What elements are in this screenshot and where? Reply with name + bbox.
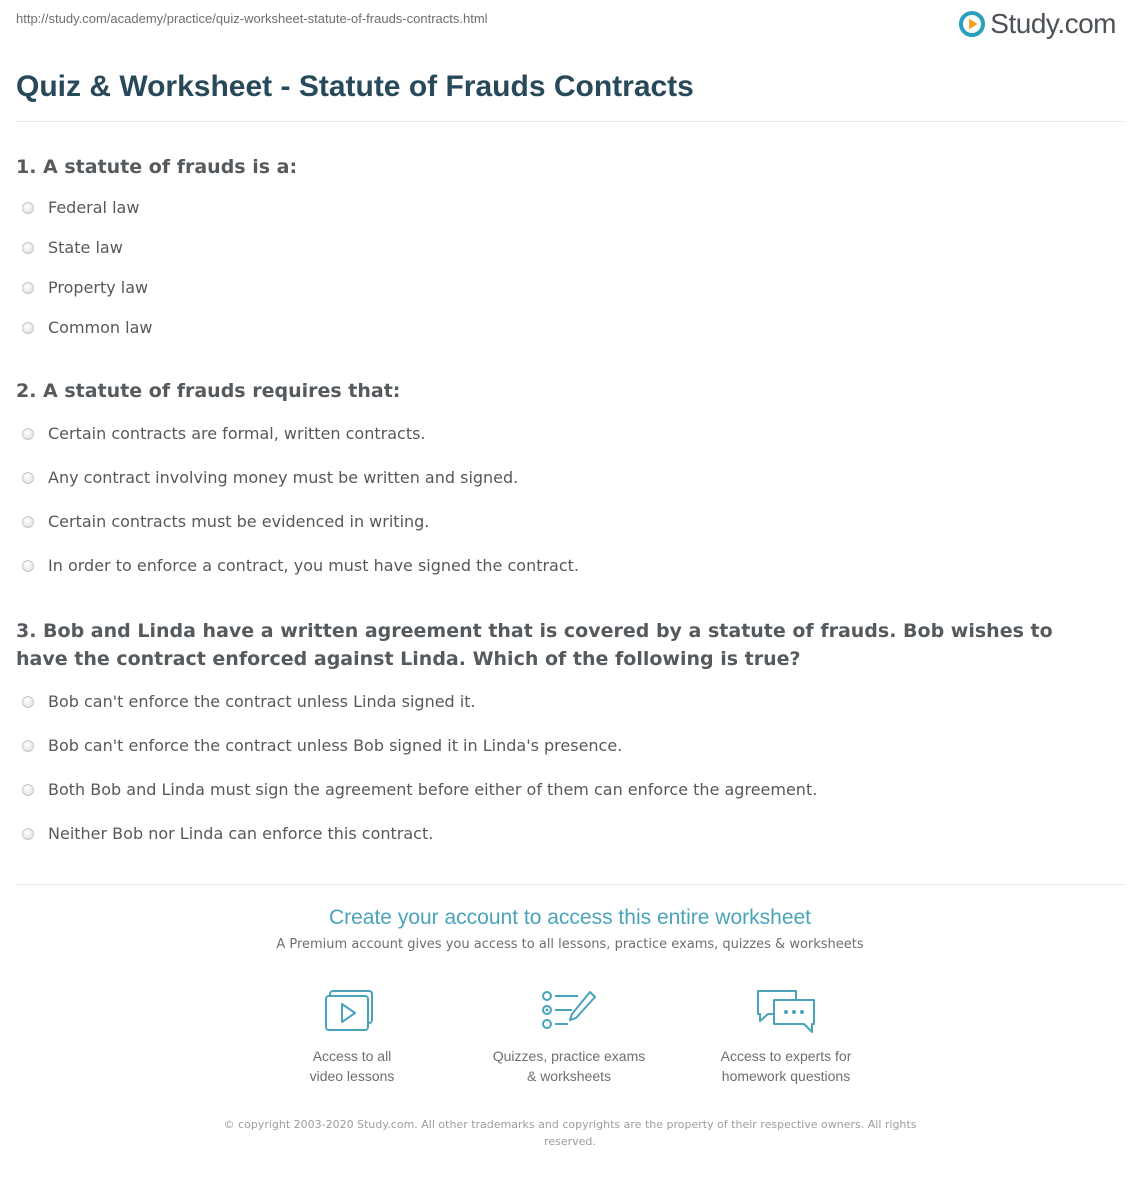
answer-option[interactable] [22,692,476,711]
option-label: Common law [48,318,153,337]
study-logo[interactable] [958,8,1116,40]
option-label: Both Bob and Linda must sign the agreement before either of them can enforce the agreement. [48,780,818,799]
option-label: Any contract involving money must be written and signed. [48,468,519,487]
page-title: Quiz & Worksheet - Statute of Frauds Contracts [16,70,694,103]
feature-video-lessons [252,988,452,1086]
answer-option[interactable] [22,824,433,843]
radio-button[interactable] [22,428,34,440]
copyright-text: © copyright 2003-2020 Study.com. All other trademarks and copyrights are the property of their respective owners. All rights reserved. [223,1118,917,1148]
radio-button[interactable] [22,242,34,254]
question-text: 3. Bob and Linda have a written agreement that is covered by a statute of frauds. Bob wishes to have the contract enforced against Linda. Which of the following is true? [16,620,1053,670]
feature-experts [686,988,886,1086]
feature-label-line: Access to all [312,1048,392,1064]
cta-divider [16,884,1124,885]
radio-button[interactable] [22,740,34,752]
option-label: Neither Bob nor Linda can enforce this contract. [48,824,434,843]
answer-option[interactable] [22,424,426,443]
feature-label [252,1046,452,1086]
radio-button[interactable] [22,560,34,572]
feature-label-line: video lessons [309,1068,395,1084]
answer-option[interactable] [22,238,123,257]
feature-label [469,1046,669,1086]
answer-option[interactable] [22,468,518,487]
feature-label-line: & worksheets [526,1068,612,1084]
question-text: 1. A statute of frauds is a: [16,156,298,178]
feature-label-line: homework questions [721,1068,851,1084]
quiz-checklist-icon [540,988,598,1038]
feature-label [686,1046,886,1086]
radio-button[interactable] [22,696,34,708]
answer-option[interactable] [22,556,579,575]
answer-option[interactable] [22,318,152,337]
feature-label-line: Access to experts for [720,1048,852,1064]
radio-button[interactable] [22,282,34,294]
answer-option[interactable] [22,278,148,297]
option-label: Certain contracts are formal, written contracts. [48,424,426,443]
chat-bubbles-icon [754,988,818,1038]
option-label: In order to enforce a contract, you must have signed the contract. [48,556,580,575]
play-circle-icon [958,10,986,38]
video-lessons-icon [324,988,380,1038]
radio-button[interactable] [22,202,34,214]
option-label: State law [48,238,123,257]
option-label: Federal law [48,198,140,217]
question-text: 2. A statute of frauds requires that: [16,380,401,402]
title-divider [16,121,1124,122]
radio-button[interactable] [22,472,34,484]
option-label: Bob can't enforce the contract unless Bob signed it in Linda's presence. [48,736,623,755]
answer-option[interactable] [22,780,817,799]
answer-option[interactable] [22,736,622,755]
radio-button[interactable] [22,784,34,796]
cta-subtitle: A Premium account gives you access to all lessons, practice exams, quizzes & worksheets [276,937,864,952]
option-label: Certain contracts must be evidenced in writing. [48,512,430,531]
feature-quizzes [469,988,669,1086]
radio-button[interactable] [22,828,34,840]
feature-label-line: Quizzes, practice exams [492,1048,646,1064]
option-label: Bob can't enforce the contract unless Linda signed it. [48,692,476,711]
page-url: http://study.com/academy/practice/quiz-worksheet-statute-of-frauds-contracts.html [16,11,488,26]
radio-button[interactable] [22,322,34,334]
create-account-link[interactable]: Create your account to access this entire worksheet [328,906,812,929]
answer-option[interactable] [22,512,429,531]
option-label: Property law [48,278,149,297]
answer-option[interactable] [22,198,139,217]
logo-text: Study.com [990,8,1116,39]
radio-button[interactable] [22,516,34,528]
